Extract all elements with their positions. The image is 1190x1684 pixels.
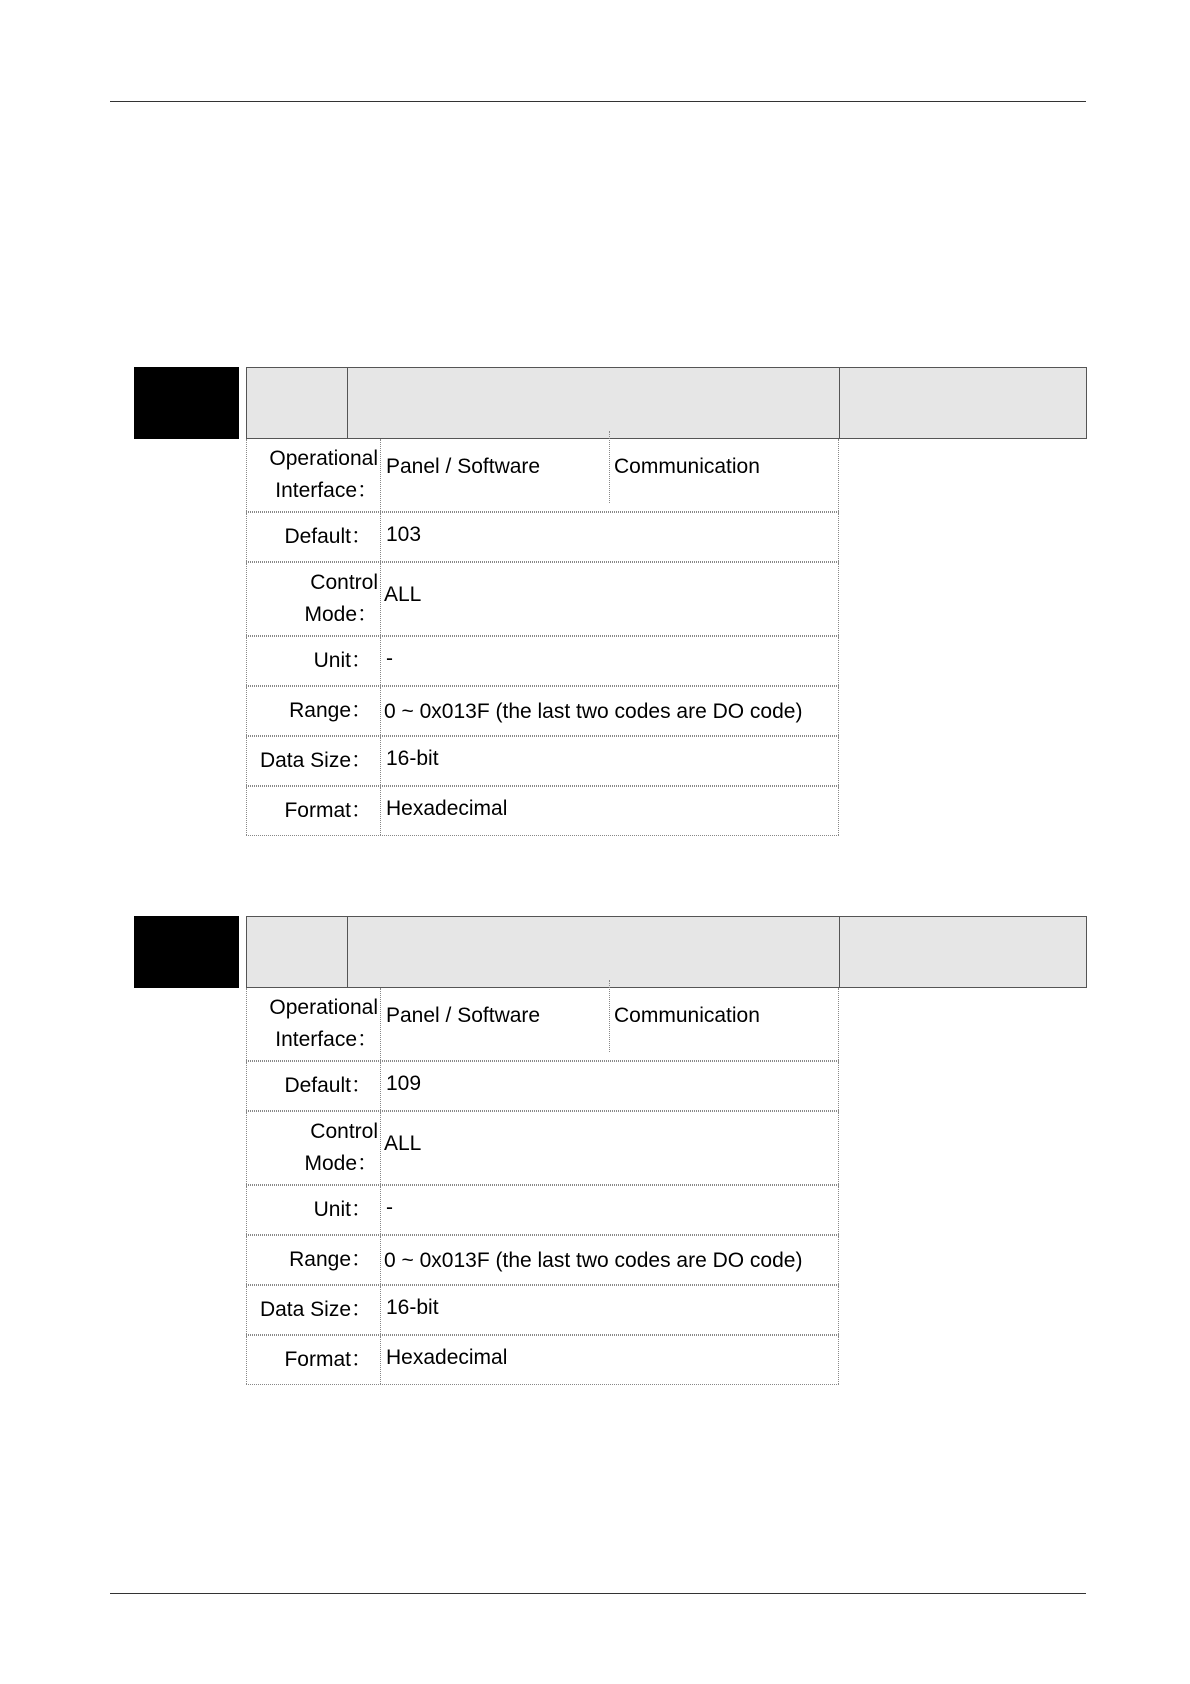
operational-interface-values (382, 439, 839, 511)
range-label: Range： (246, 1236, 381, 1284)
control-mode-label (246, 1112, 381, 1184)
control-mode-value: ALL (382, 1112, 839, 1184)
parameter-header (246, 916, 1087, 988)
operational-interface-values (382, 988, 839, 1060)
format-value: Hexadecimal (382, 1336, 839, 1384)
parameter-header-name-cell (348, 917, 840, 987)
default-value: 109 (382, 1062, 839, 1110)
format-label: Format： (246, 787, 381, 835)
panel-software-value: Panel / Software (382, 431, 610, 503)
control-label-line2: Mode： (304, 603, 378, 626)
default-value: 103 (382, 513, 839, 561)
panel-software-value: Panel / Software (382, 980, 610, 1052)
row-unit (246, 636, 839, 686)
row-format (246, 786, 839, 836)
range-label: Range： (246, 687, 381, 735)
data-size-value: 16-bit (382, 1286, 839, 1334)
format-label: Format： (246, 1336, 381, 1384)
range-value: 0 ~ 0x013F (the last two codes are DO code) (382, 687, 839, 735)
parameter-table (246, 439, 839, 836)
default-label: Default： (246, 513, 381, 561)
row-range (246, 1235, 839, 1285)
row-range (246, 686, 839, 736)
control-label-line1: Control (310, 1120, 378, 1143)
parameter-header-name-cell (348, 368, 840, 438)
row-operational-interface (246, 988, 839, 1061)
data-size-label: Data Size： (246, 737, 381, 785)
unit-value: - (382, 1186, 839, 1234)
row-control-mode (246, 562, 839, 636)
operational-label-line2: Interface： (275, 1028, 378, 1051)
parameter-table (246, 988, 839, 1385)
communication-value: Communication (614, 1004, 760, 1027)
unit-value: - (382, 637, 839, 685)
operational-label-line2: Interface： (275, 479, 378, 502)
parameter-header-code-cell (247, 368, 348, 438)
unit-label: Unit： (246, 1186, 381, 1234)
range-value: 0 ~ 0x013F (the last two codes are DO code) (382, 1236, 839, 1284)
row-data-size (246, 1285, 839, 1335)
header-rule (110, 101, 1086, 102)
parameter-header (246, 367, 1087, 439)
operational-label-line1: Operational (269, 996, 378, 1019)
parameter-header-address-cell (840, 368, 1086, 438)
data-size-label: Data Size： (246, 1286, 381, 1334)
parameter-code-tab (134, 367, 239, 439)
operational-interface-label (246, 988, 381, 1060)
parameter-header-address-cell (840, 917, 1086, 987)
default-label: Default： (246, 1062, 381, 1110)
communication-value: Communication (614, 455, 760, 478)
operational-label-line1: Operational (269, 447, 378, 470)
row-operational-interface (246, 439, 839, 512)
footer-rule (110, 1593, 1086, 1594)
row-default (246, 512, 839, 562)
row-control-mode (246, 1111, 839, 1185)
control-label-line2: Mode： (304, 1152, 378, 1175)
row-data-size (246, 736, 839, 786)
row-unit (246, 1185, 839, 1235)
control-label-line1: Control (310, 571, 378, 594)
row-default (246, 1061, 839, 1111)
unit-label: Unit： (246, 637, 381, 685)
operational-interface-label (246, 439, 381, 511)
format-value: Hexadecimal (382, 787, 839, 835)
control-mode-value: ALL (382, 563, 839, 635)
control-mode-label (246, 563, 381, 635)
parameter-code-tab (134, 916, 239, 988)
parameter-header-code-cell (247, 917, 348, 987)
row-format (246, 1335, 839, 1385)
data-size-value: 16-bit (382, 737, 839, 785)
